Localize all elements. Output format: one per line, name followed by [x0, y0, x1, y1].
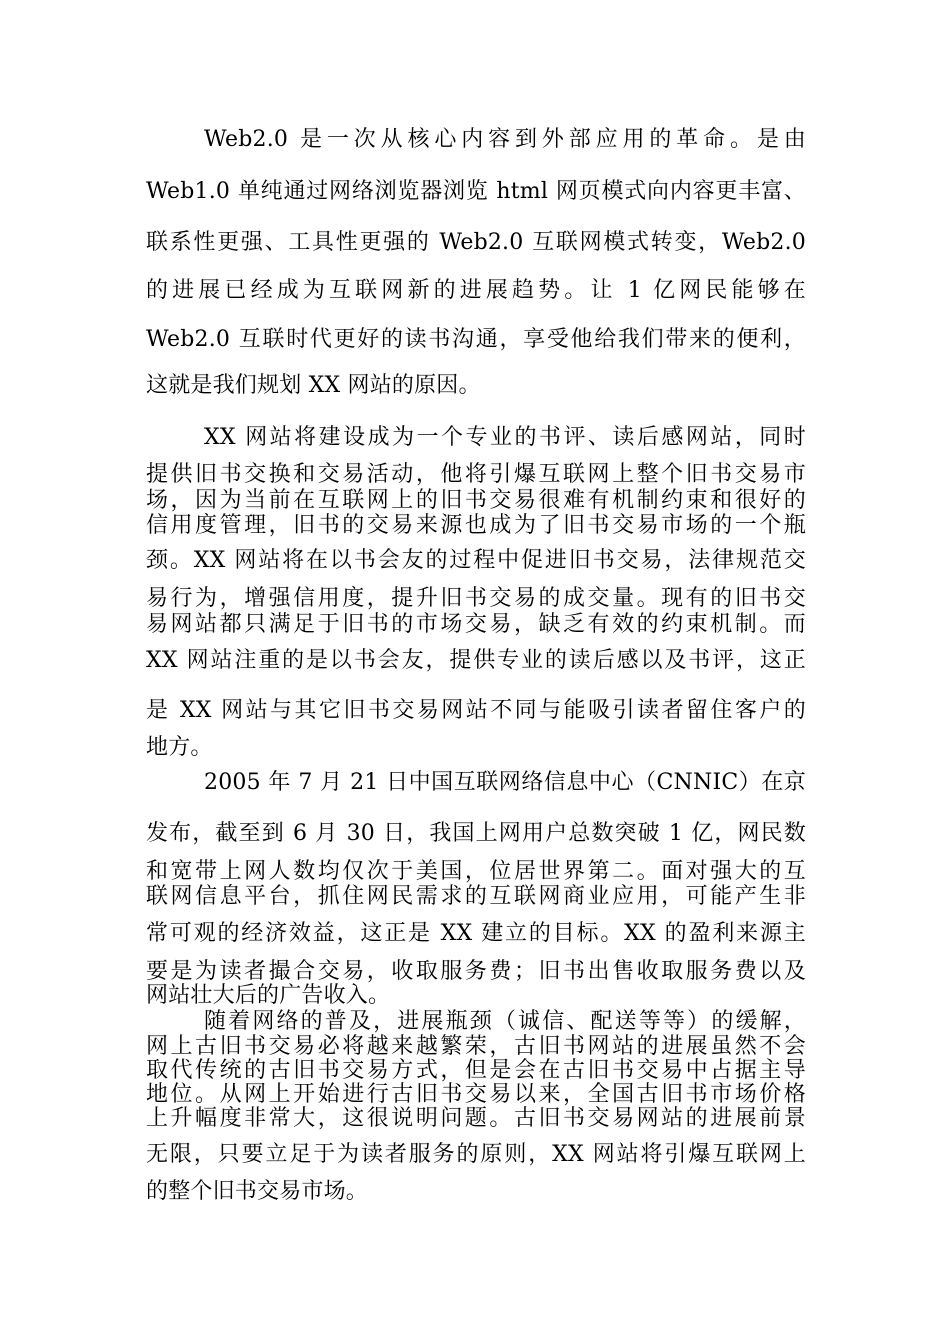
paragraph-3-line-7: 网站壮大后的广告收入。 [146, 983, 391, 1008]
paragraph-2-line-1: XX 网站将建设成为一个专业的书评、读后感网站，同时 [204, 425, 806, 450]
paragraph-1-line-5: Web2.0 互联时代更好的读书沟通，享受他给我们带来的便利， [146, 327, 806, 352]
paragraph-3-line-1: 2005 年 7 月 21 日中国互联网络信息中心（CNNIC）在京 [204, 770, 806, 795]
paragraph-3-line-3: 和宽带上网人数均仅次于美国，位居世界第二。面对强大的互 [146, 859, 806, 884]
paragraph-4-line-6: 无限，只要立足于为读者服务的原则，XX 网站将引爆互联网上 [146, 1142, 806, 1167]
paragraph-2-line-9: 是 XX 网站与其它旧书交易网站不同与能吸引读者留住客户的 [146, 698, 806, 723]
paragraph-4-line-2: 网上古旧书交易必将越来越繁荣，古旧书网站的进展虽然不会 [146, 1034, 806, 1059]
paragraph-1-line-4: 的进展已经成为互联网新的进展趋势。让 1 亿网民能够在 [146, 278, 806, 303]
paragraph-2-line-8: XX 网站注重的是以书会友，提供专业的读后感以及书评，这正 [146, 648, 806, 673]
paragraph-4-line-1: 随着网络的普及，进展瓶颈（诚信、配送等等）的缓解， [204, 1009, 806, 1034]
paragraph-1-line-2: Web1.0 单纯通过网络浏览器浏览 html 网页模式向内容更丰富、 [146, 179, 806, 204]
paragraph-4-line-5: 上升幅度非常大，这很说明问题。古旧书交易网站的进展前景 [146, 1106, 806, 1131]
paragraph-2-line-5: 颈。XX 网站将在以书会友的过程中促进旧书交易，法律规范交 [146, 548, 806, 573]
paragraph-1-line-1: Web2.0 是一次从核心内容到外部应用的革命。是由 [204, 127, 806, 152]
paragraph-2-line-4: 信用度管理，旧书的交易来源也成为了旧书交易市场的一个瓶 [146, 513, 806, 538]
paragraph-3-line-4: 联网信息平台，抓住网民需求的互联网商业应用，可能产生非 [146, 884, 806, 909]
paragraph-1-line-6: 这就是我们规划 XX 网站的原因。 [146, 373, 481, 398]
paragraph-1-line-3: 联系性更强、工具性更强的 Web2.0 互联网模式转变，Web2.0 [146, 230, 806, 255]
paragraph-2-line-2: 提供旧书交换和交易活动，他将引爆互联网上整个旧书交易市 [146, 462, 806, 487]
paragraph-3-line-2: 发布，截至到 6 月 30 日，我国上网用户总数突破 1 亿，网民数 [146, 821, 806, 846]
paragraph-4-line-3: 取代传统的古旧书交易方式，但是会在古旧书交易中占据主导 [146, 1058, 806, 1083]
paragraph-4-line-4: 地位。从网上开始进行古旧书交易以来，全国古旧书市场价格 [146, 1082, 806, 1107]
paragraph-3-line-5: 常可观的经济效益，这正是 XX 建立的目标。XX 的盈利来源主 [146, 921, 806, 946]
paragraph-4-line-7: 的整个旧书交易市场。 [146, 1179, 369, 1204]
paragraph-2-line-10: 地方。 [146, 735, 213, 760]
paragraph-2-line-6: 易行为，增强信用度，提升旧书交易的成交量。现有的旧书交 [146, 586, 806, 611]
paragraph-2-line-7: 易网站都只满足于旧书的市场交易，缺乏有效的约束机制。而 [146, 612, 806, 637]
paragraph-2-line-3: 场，因为当前在互联网上的旧书交易很难有机制约束和很好的 [146, 488, 806, 513]
paragraph-3-line-6: 要是为读者撮合交易，收取服务费；旧书出售收取服务费以及 [146, 959, 806, 984]
